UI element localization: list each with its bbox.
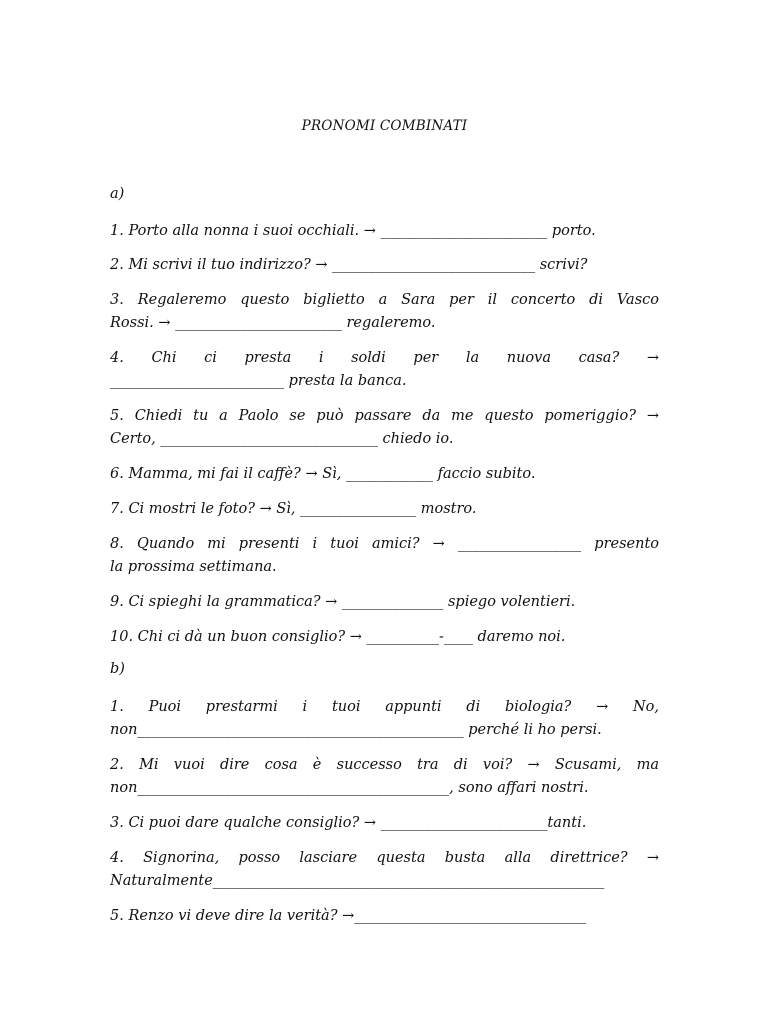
exercise-b-3: 3. Ci puoi dare qualche consiglio? → _______________________tanti. xyxy=(110,815,587,831)
exercise-b-1 xyxy=(110,696,659,742)
exercise-a-5-line1: 5. Chiedi tu a Paolo se può passare da me questo pomeriggio? → xyxy=(110,408,659,424)
exercise-a-3 xyxy=(110,289,659,335)
exercise-a-3-line1: 3. Regaleremo questo biglietto a Sara per il concerto di Vasco xyxy=(110,292,659,308)
exercise-a-10: 10. Chi ci dà un buon consiglio? → __________-____ daremo noi. xyxy=(110,629,566,645)
page-title: PRONOMI COMBINATI xyxy=(301,118,468,134)
exercise-a-1: 1. Porto alla nonna i suoi occhiali. → _______________________ porto. xyxy=(110,223,596,239)
exercise-a-8 xyxy=(110,533,659,579)
exercise-b-1-line1: 1. Puoi prestarmi i tuoi appunti di biologia? → No, xyxy=(110,699,659,715)
exercise-a-4-line1: 4. Chi ci presta i soldi per la nuova casa? → xyxy=(110,350,659,366)
exercise-a-4-line2: ________________________ presta la banca. xyxy=(110,373,407,389)
exercise-b-4-line1: 4. Signorina, posso lasciare questa busta alla direttrice? → xyxy=(110,850,659,866)
exercise-b-2 xyxy=(110,754,659,800)
exercise-a-4 xyxy=(110,347,659,393)
exercise-a-6: 6. Mamma, mi fai il caffè? → Sì, ____________ faccio subito. xyxy=(110,466,536,482)
section-b-label: b) xyxy=(110,661,125,677)
exercise-a-2: 2. Mi scrivi il tuo indirizzo? → ____________________________ scrivi? xyxy=(110,257,588,273)
exercise-a-8-line1: 8. Quando mi presenti i tuoi amici? → _________________ presento xyxy=(110,536,659,552)
exercise-a-5-line2: Certo, ______________________________ chiedo io. xyxy=(110,431,454,447)
exercise-b-2-line2: non___________________________________________, sono affari nostri. xyxy=(110,780,589,796)
section-a-label: a) xyxy=(110,186,125,202)
exercise-b-4 xyxy=(110,847,659,893)
exercise-b-4-line2: Naturalmente______________________________________________________ xyxy=(110,873,605,889)
exercise-a-7: 7. Ci mostri le foto? → Sì, ________________ mostro. xyxy=(110,501,477,517)
exercise-b-1-line2: non_____________________________________________ perché li ho persi. xyxy=(110,722,602,738)
exercise-a-9: 9. Ci spieghi la grammatica? → ______________ spiego volentieri. xyxy=(110,594,576,610)
exercise-b-5: 5. Renzo vi deve dire la verità? →________________________________ xyxy=(110,908,587,924)
exercise-a-3-line2: Rossi. → _______________________ regaleremo. xyxy=(110,315,436,331)
exercise-b-2-line1: 2. Mi vuoi dire cosa è successo tra di voi? → Scusami, ma xyxy=(110,757,659,773)
exercise-a-8-line2: la prossima settimana. xyxy=(110,559,277,575)
exercise-a-5 xyxy=(110,405,659,451)
